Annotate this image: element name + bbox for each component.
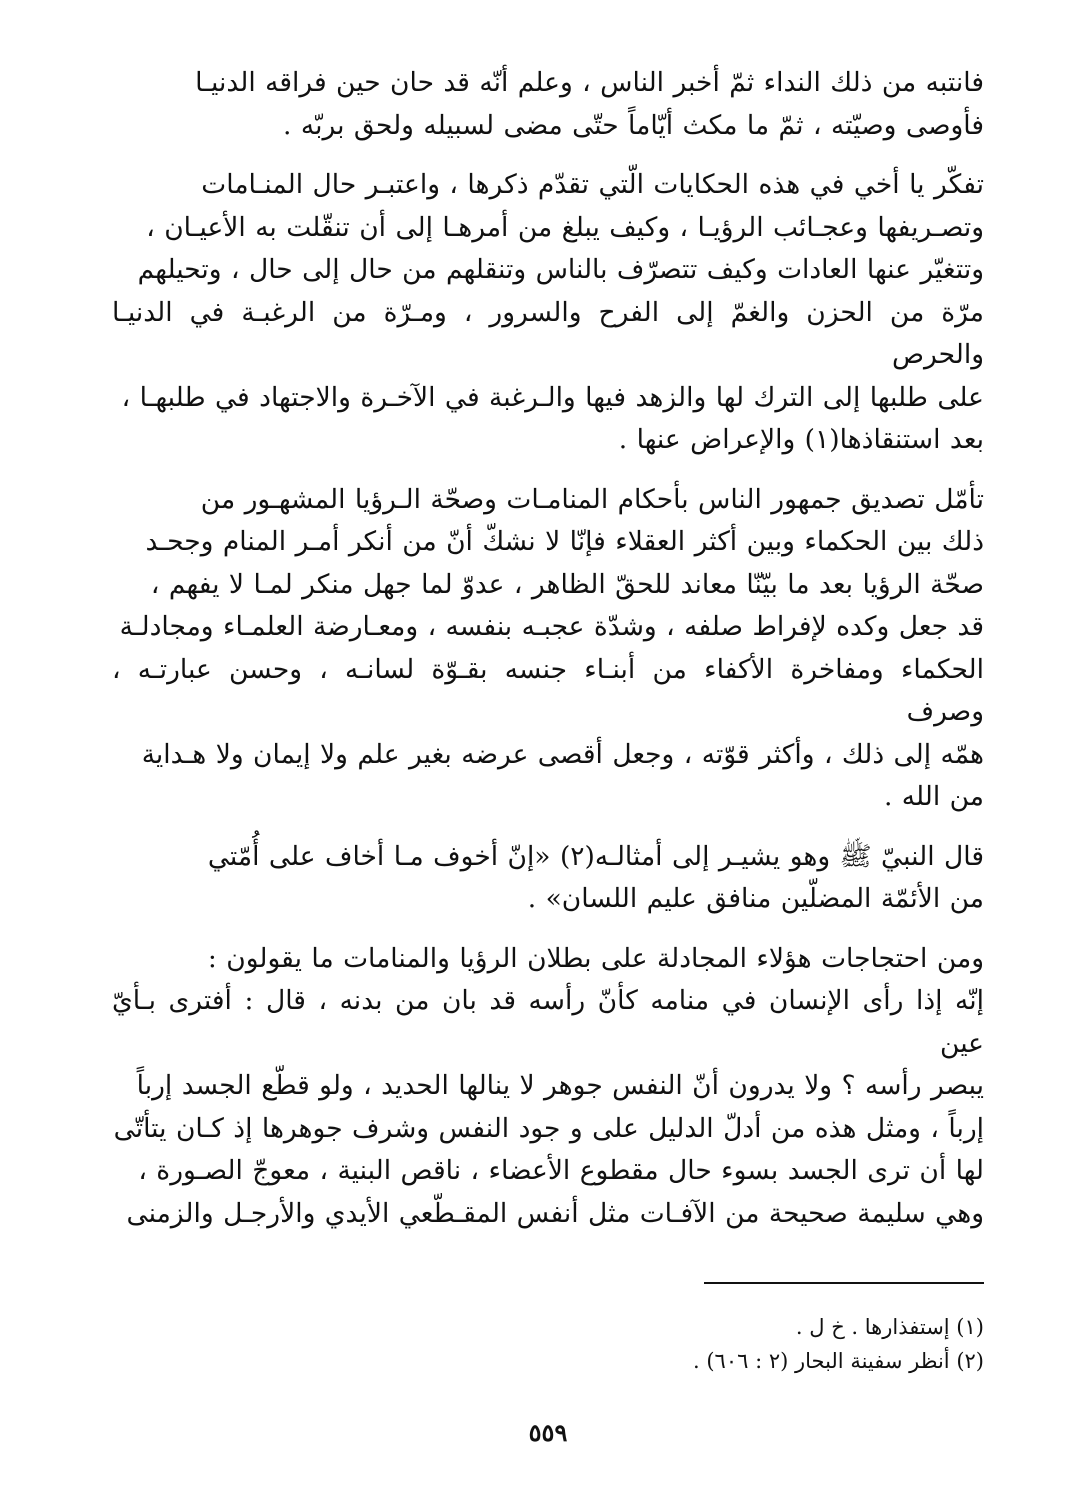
page-number: ٥٥٩ [528,1418,568,1447]
paragraph-4: قال النبيّ ﷺ وهو يشيـر إلى أمثالـه(٢) «إنّ أخوف مـا أخاف على أُمّتي من الأئمّة المضلّين منافق عليم اللسان» . [207,840,984,914]
footnote-divider [704,1282,984,1284]
footnote-2: (٢) أنظر سفينة البحار (٢ : ٦٠٦) . [693,1349,984,1373]
page-body [112,62,984,1462]
paragraph-2: تفكّر يا أخي في هذه الحكايات الّتي تقدّم ذكرها ، واعتبـر حال المنـامات وتصـريفها وعجـائب الرؤيـا ، وكيف يبلغ من أمرهـا إلى أن تنقّلت به الأعيـان ، وتتغيّر عنها العادات وكيف تتصرّف بالناس وتنقلهم من حال إلى حال ، وتحيلهم مرّة من الحزن والغمّ إلى الفرح والسرور ، ومـرّة من الرغبـة في الدنيـا والحرص على طلبها إلى الترك لها والزهد فيها والـرغبة في الآخـرة والاجتهاد في طلبهـا ، بعد استنقاذها(١) والإعراض عنها . [112,169,984,455]
paragraph-5: ومن احتجاجات هؤلاء المجادلة على بطلان الرؤيا والمنامات ما يقولون : إنّه إذا رأى الإنسان في منامه كأنّ رأسه قد بان من بدنه ، قال : أفترى بـأيّ عين يبصر رأسه ؟ ولا يدرون أنّ النفس جوهر لا ينالها الحديد ، ولو قطّع الجسد إرباً إرباً ، ومثل هذه من أدلّ الدليل على و جود النفس وشرف جوهرها إذ كـان يتأتّى لها أن ترى الجسد بسوء حال مقطوع الأعضاء ، ناقص البنية ، معوجّ الصـورة ، وهي سليمة صحيحة من الآفـات مثل أنفس المقـطّعي الأيدي والأرجـل والزمنى [112,942,984,1229]
footnote-1: (١) إستفذارها . خ ل . [795,1315,984,1339]
paragraph-1: فانتبه من ذلك النداء ثمّ أخبر الناس ، وعلم أنّه قد حان حين فراقه الدنيـا فأوصى وصيّته ، ثمّ ما مكث أيّاماً حتّى مضى لسبيله ولحق بربّه . [195,67,984,141]
paragraph-3: تأمّل تصديق جمهور الناس بأحكام المنامـات وصحّة الـرؤيا المشهـور من ذلك بين الحكماء وبين أكثر العقلاء فإنّا لا نشكّ أنّ من أنكر أمـر المنام وجحـد صحّة الرؤيا بعد ما بيّنّا معاند للحقّ الظاهر ، عدوّ لما جهل منكر لمـا لا يفهم ، قد جعل وكده لإفراط صلفه ، وشدّة عجبـه بنفسه ، ومعـارضة العلمـاء ومجادلـة الحكماء ومفاخرة الأكفاء من أبنـاء جنسه بقـوّة لسانـه ، وحسن عبارتـه ، وصرف همّه إلى ذلك ، وأكثر قوّته ، وجعل أقصى عرضه بغير علم ولا إيمان ولا هـداية من الله . [112,483,984,812]
